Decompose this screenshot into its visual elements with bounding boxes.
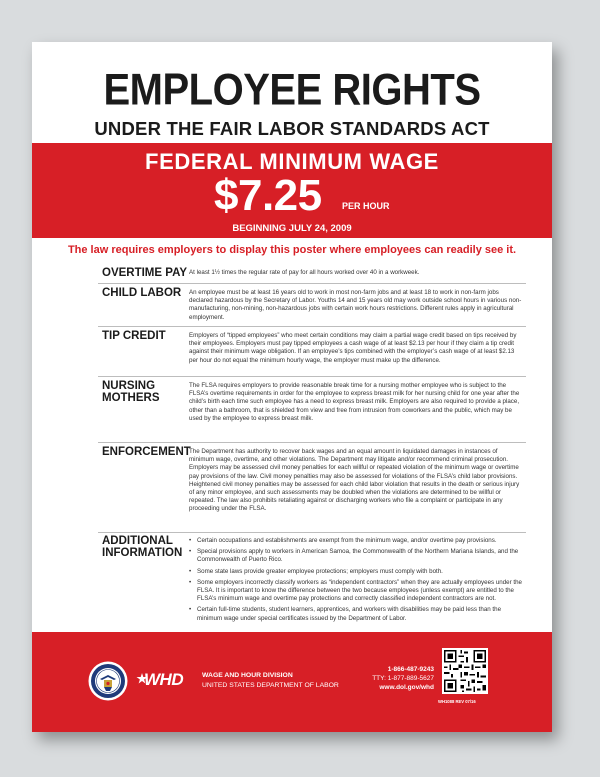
wage-heading: FEDERAL MINIMUM WAGE xyxy=(145,149,439,174)
section-divider xyxy=(98,376,526,377)
list-item: • Some employers incorrectly classify workers as “independent contractors” when they are actually employees under the FLSA. It is important to know the difference between the two because employees (unless exempt) are entitled to the FLSA’s minimum wage and overtime pay protections and correctly classified independent contractors are not. xyxy=(197,579,523,604)
section-divider xyxy=(98,532,526,533)
section-body: At least 1½ times the regular rate of pay for all hours worked over 40 in a workweek. xyxy=(189,269,420,276)
section-heading: OVERTIME PAY xyxy=(102,267,187,279)
footer-band xyxy=(32,632,552,732)
wage-unit: PER HOUR xyxy=(342,201,390,211)
section-heading xyxy=(102,380,192,404)
section-heading-line: NURSING xyxy=(102,380,156,392)
bullet-list xyxy=(189,537,523,623)
contact-phone: 1-866-487-9243 xyxy=(387,666,434,673)
section-heading: CHILD LABOR xyxy=(102,287,182,299)
section-body: Employers of “tipped employees” who meet certain conditions may claim a partial wage credit based on tips received by their employees. Employers must pay tipped employees a cash wage of at least $2.13 per hour if they claim a tip credit against their minimum wage obligation. If an employee’s tips combined with the employer’s cash wage of at least $2.13 per hour do not equal the minimum hourly wage, the employer must make up the difference. xyxy=(189,332,517,364)
contact-block xyxy=(332,665,434,692)
section-divider xyxy=(98,442,526,443)
list-item: • Certain full-time students, student learners, apprentices, and workers with disabilities may be paid less than the minimum wage under special certificates issued by the Department of Labor. xyxy=(197,606,523,622)
section-divider xyxy=(98,326,526,327)
section-heading-line: MOTHERS xyxy=(102,392,160,404)
list-item: • Certain occupations and establishments are exempt from the minimum wage, and/or overtime pay provisions. xyxy=(197,537,523,545)
section-divider xyxy=(98,283,526,284)
section-body: The Department has authority to recover back wages and an equal amount in liquidated damages in instances of minimum wage, overtime, and other violations. The Department may litigate and/or recommend criminal prosecution. Employers may be assessed civil money penalties for each willful or repeated violation of the minimum wage or overtime pay provisions of the law. Civil money penalties may also be assessed for violations of the FLSA’s child labor provisions. Heightened civil money penalties may be assessed for each child labor violation that results in the death or serious injury of any minor employee, and such assessments may be doubled when the violations are determined to be willful or repeated. The law also prohibits retaliating against or discharging workers who file a complaint or participate in any proceeding under the FLSA. xyxy=(189,448,520,513)
minimum-wage-banner xyxy=(32,143,552,238)
qr-code-icon xyxy=(442,648,488,694)
poster-title: EMPLOYEE RIGHTS xyxy=(103,65,481,115)
display-notice: The law requires employers to display this poster where employees can readily see it. xyxy=(67,244,517,256)
section-body: The FLSA requires employers to provide reasonable break time for a nursing mother employee who is subject to the FLSA’s overtime requirements in order for the employee to express breast milk for her nursing child for one year after the child’s birth each time such employee has a need to express breast milk. Employers are also required to provide a place, other than a bathroom, that is shielded from view and free from intrusion from coworkers and the public, which may be used by the employee to express breast milk. xyxy=(189,382,520,422)
list-item: • Some state laws provide greater employee protections; employers must comply with both. xyxy=(197,568,523,576)
agency-name: WAGE AND HOUR DIVISION xyxy=(202,672,293,679)
section-heading-line: INFORMATION xyxy=(102,547,183,559)
poster xyxy=(32,42,552,732)
contact-tty: TTY: 1-877-889-5627 xyxy=(372,675,434,682)
wage-effective-date: BEGINNING JULY 24, 2009 xyxy=(232,223,352,234)
section-body: An employee must be at least 16 years old to work in most non-farm jobs and at least 18 to work in non-farm jobs declared hazardous by the Secretary of Labor. Youths 14 and 15 years old may work outside school hours in various non-manufacturing, non-mining, non-hazardous jobs with certain work hours restrictions. Different rules apply in agricultural employment. xyxy=(189,289,522,321)
form-code: WH1088 REV 07/16 xyxy=(438,699,476,704)
whd-logo: WHD xyxy=(144,670,184,689)
section-heading xyxy=(102,535,192,559)
section-heading-line: ADDITIONAL xyxy=(102,535,173,547)
section-body xyxy=(189,537,523,626)
wage-amount: $7.25 xyxy=(214,171,322,220)
dol-seal-icon xyxy=(88,661,128,701)
section-heading: TIP CREDIT xyxy=(102,330,166,342)
agency-department: UNITED STATES DEPARTMENT OF LABOR xyxy=(202,682,339,689)
section-heading: ENFORCEMENT xyxy=(102,446,191,458)
list-item: • Special provisions apply to workers in American Samoa, the Commonwealth of the Northern Mariana Islands, and the Commonwealth of Puerto Rico. xyxy=(197,548,523,564)
poster-subtitle: UNDER THE FAIR LABOR STANDARDS ACT xyxy=(94,118,490,139)
contact-website: www.dol.gov/whd xyxy=(379,684,434,691)
